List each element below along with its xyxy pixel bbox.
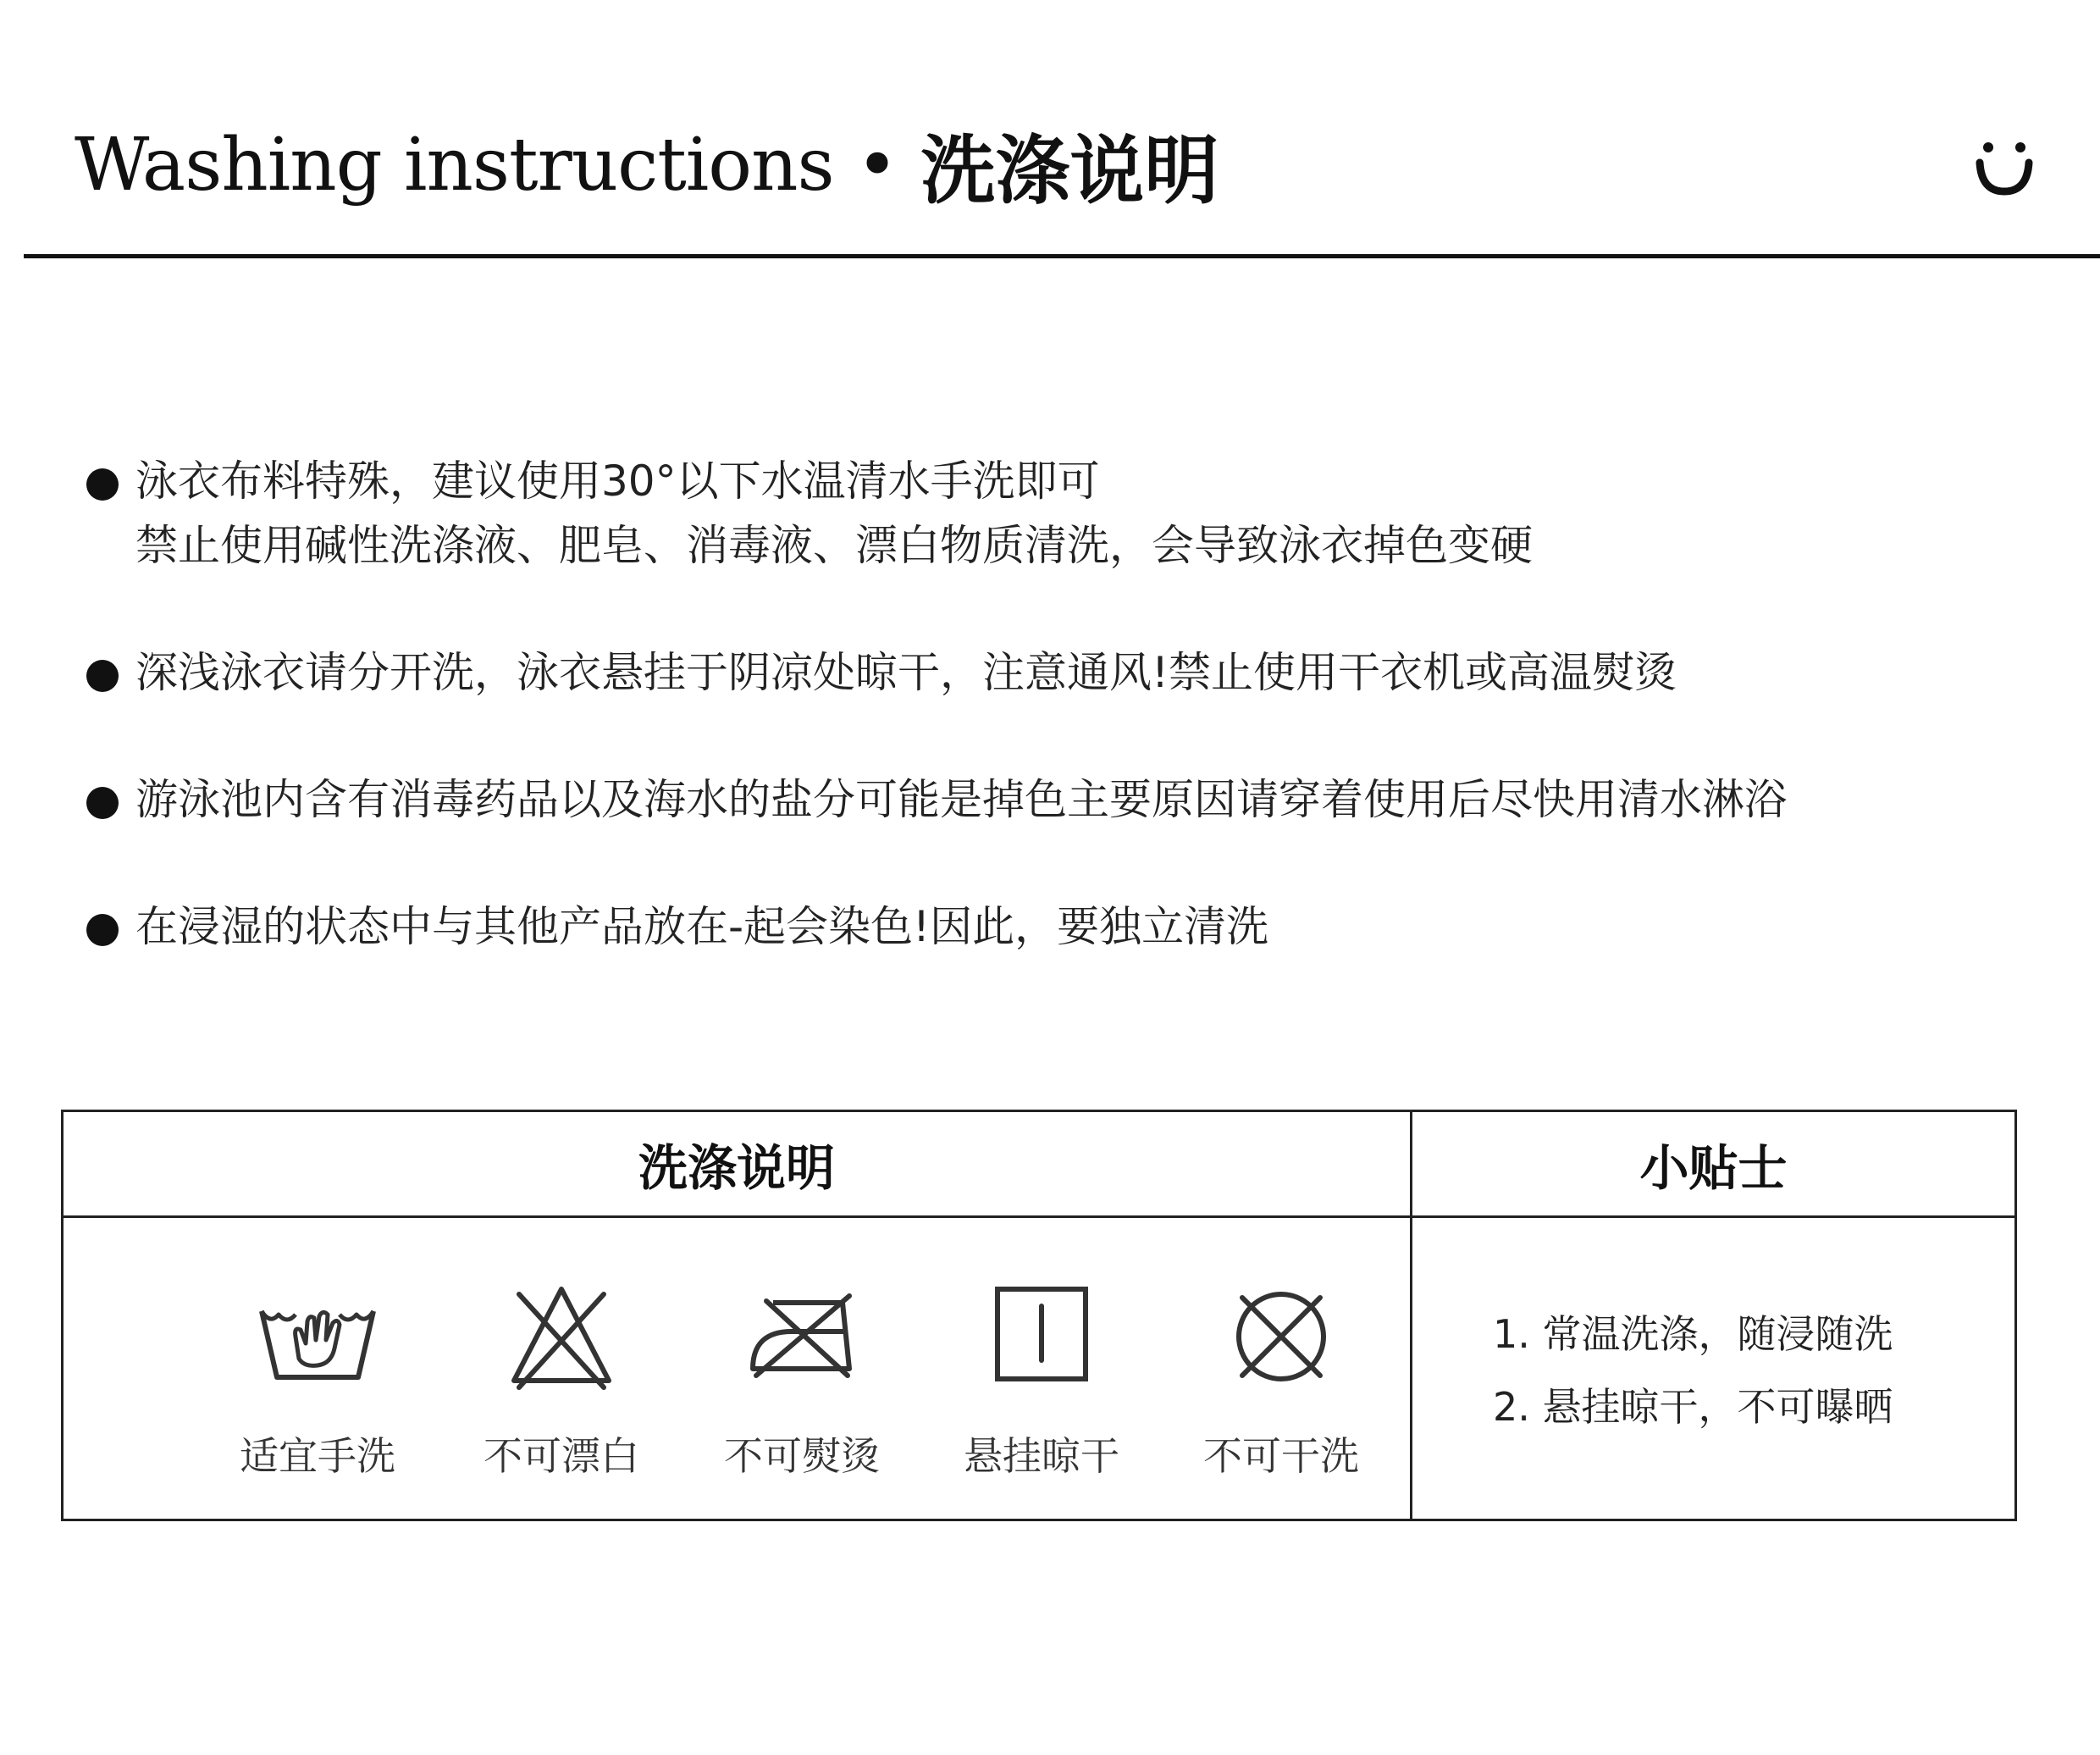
care-note-line: 泳衣布料特殊，建议使用30°以下水温清水手洗即可: [135, 457, 1100, 506]
tip-item: 1. 常温洗涤，随浸随洗: [1493, 1311, 1893, 1357]
care-note: [81, 449, 2054, 578]
hand-wash-icon: [258, 1277, 377, 1396]
care-symbol-no-dry-clean: [1188, 1218, 1374, 1521]
no-bleach-icon: [502, 1277, 621, 1396]
care-note-line: 游泳池内含有消毒药品以及海水的盐分可能是掉色主要原因请穿着使用后尽快用清水淋浴: [135, 775, 1787, 824]
smile-icon: [1973, 136, 2036, 198]
tips-list: [1493, 1298, 1893, 1443]
table-header-instructions: 洗涤说明: [638, 1139, 835, 1197]
hang-dry-icon: [982, 1277, 1101, 1396]
care-notes-list: [81, 449, 2054, 1021]
care-symbol-label: 悬挂晾干: [964, 1433, 1119, 1479]
care-symbols: [64, 1218, 1410, 1521]
care-symbol-label: 不可干洗: [1203, 1433, 1359, 1479]
care-symbol-hang-dry: [948, 1218, 1135, 1521]
page-header: [75, 110, 1219, 220]
care-symbol-label: 适宜手洗: [240, 1433, 395, 1479]
care-note-line: 禁止使用碱性洗涤液、肥皂、消毒液、漂白物质清洗，会导致泳衣掉色变硬: [135, 521, 1533, 570]
care-note: [81, 640, 2054, 705]
title-chinese: 洗涤说明: [920, 127, 1219, 214]
header-divider: [24, 254, 2100, 258]
care-symbol-hand-wash: [224, 1218, 411, 1521]
title-english: Washing instructions: [75, 123, 834, 208]
care-note: [81, 894, 2054, 959]
no-dry-clean-icon: [1222, 1277, 1340, 1396]
care-symbol-label: 不可漂白: [484, 1433, 639, 1479]
table-header-tips: 小贴士: [1639, 1139, 1788, 1197]
care-note: [81, 767, 2054, 832]
no-iron-icon: [743, 1277, 861, 1396]
tip-item: 2. 悬挂晾干，不可曝晒: [1493, 1384, 1893, 1430]
care-note-line: 深浅泳衣请分开洗，泳衣悬挂于阴凉处晾干，注意通风!禁止使用干衣机或高温熨烫: [135, 648, 1677, 697]
care-note-line: 在浸湿的状态中与其他产品放在-起会染色!因此，要独立清洗: [135, 902, 1269, 951]
title-separator: •: [855, 123, 899, 208]
care-symbol-no-bleach: [468, 1218, 655, 1521]
care-symbol-no-iron: [709, 1218, 895, 1521]
care-symbol-label: 不可熨烫: [724, 1433, 880, 1479]
